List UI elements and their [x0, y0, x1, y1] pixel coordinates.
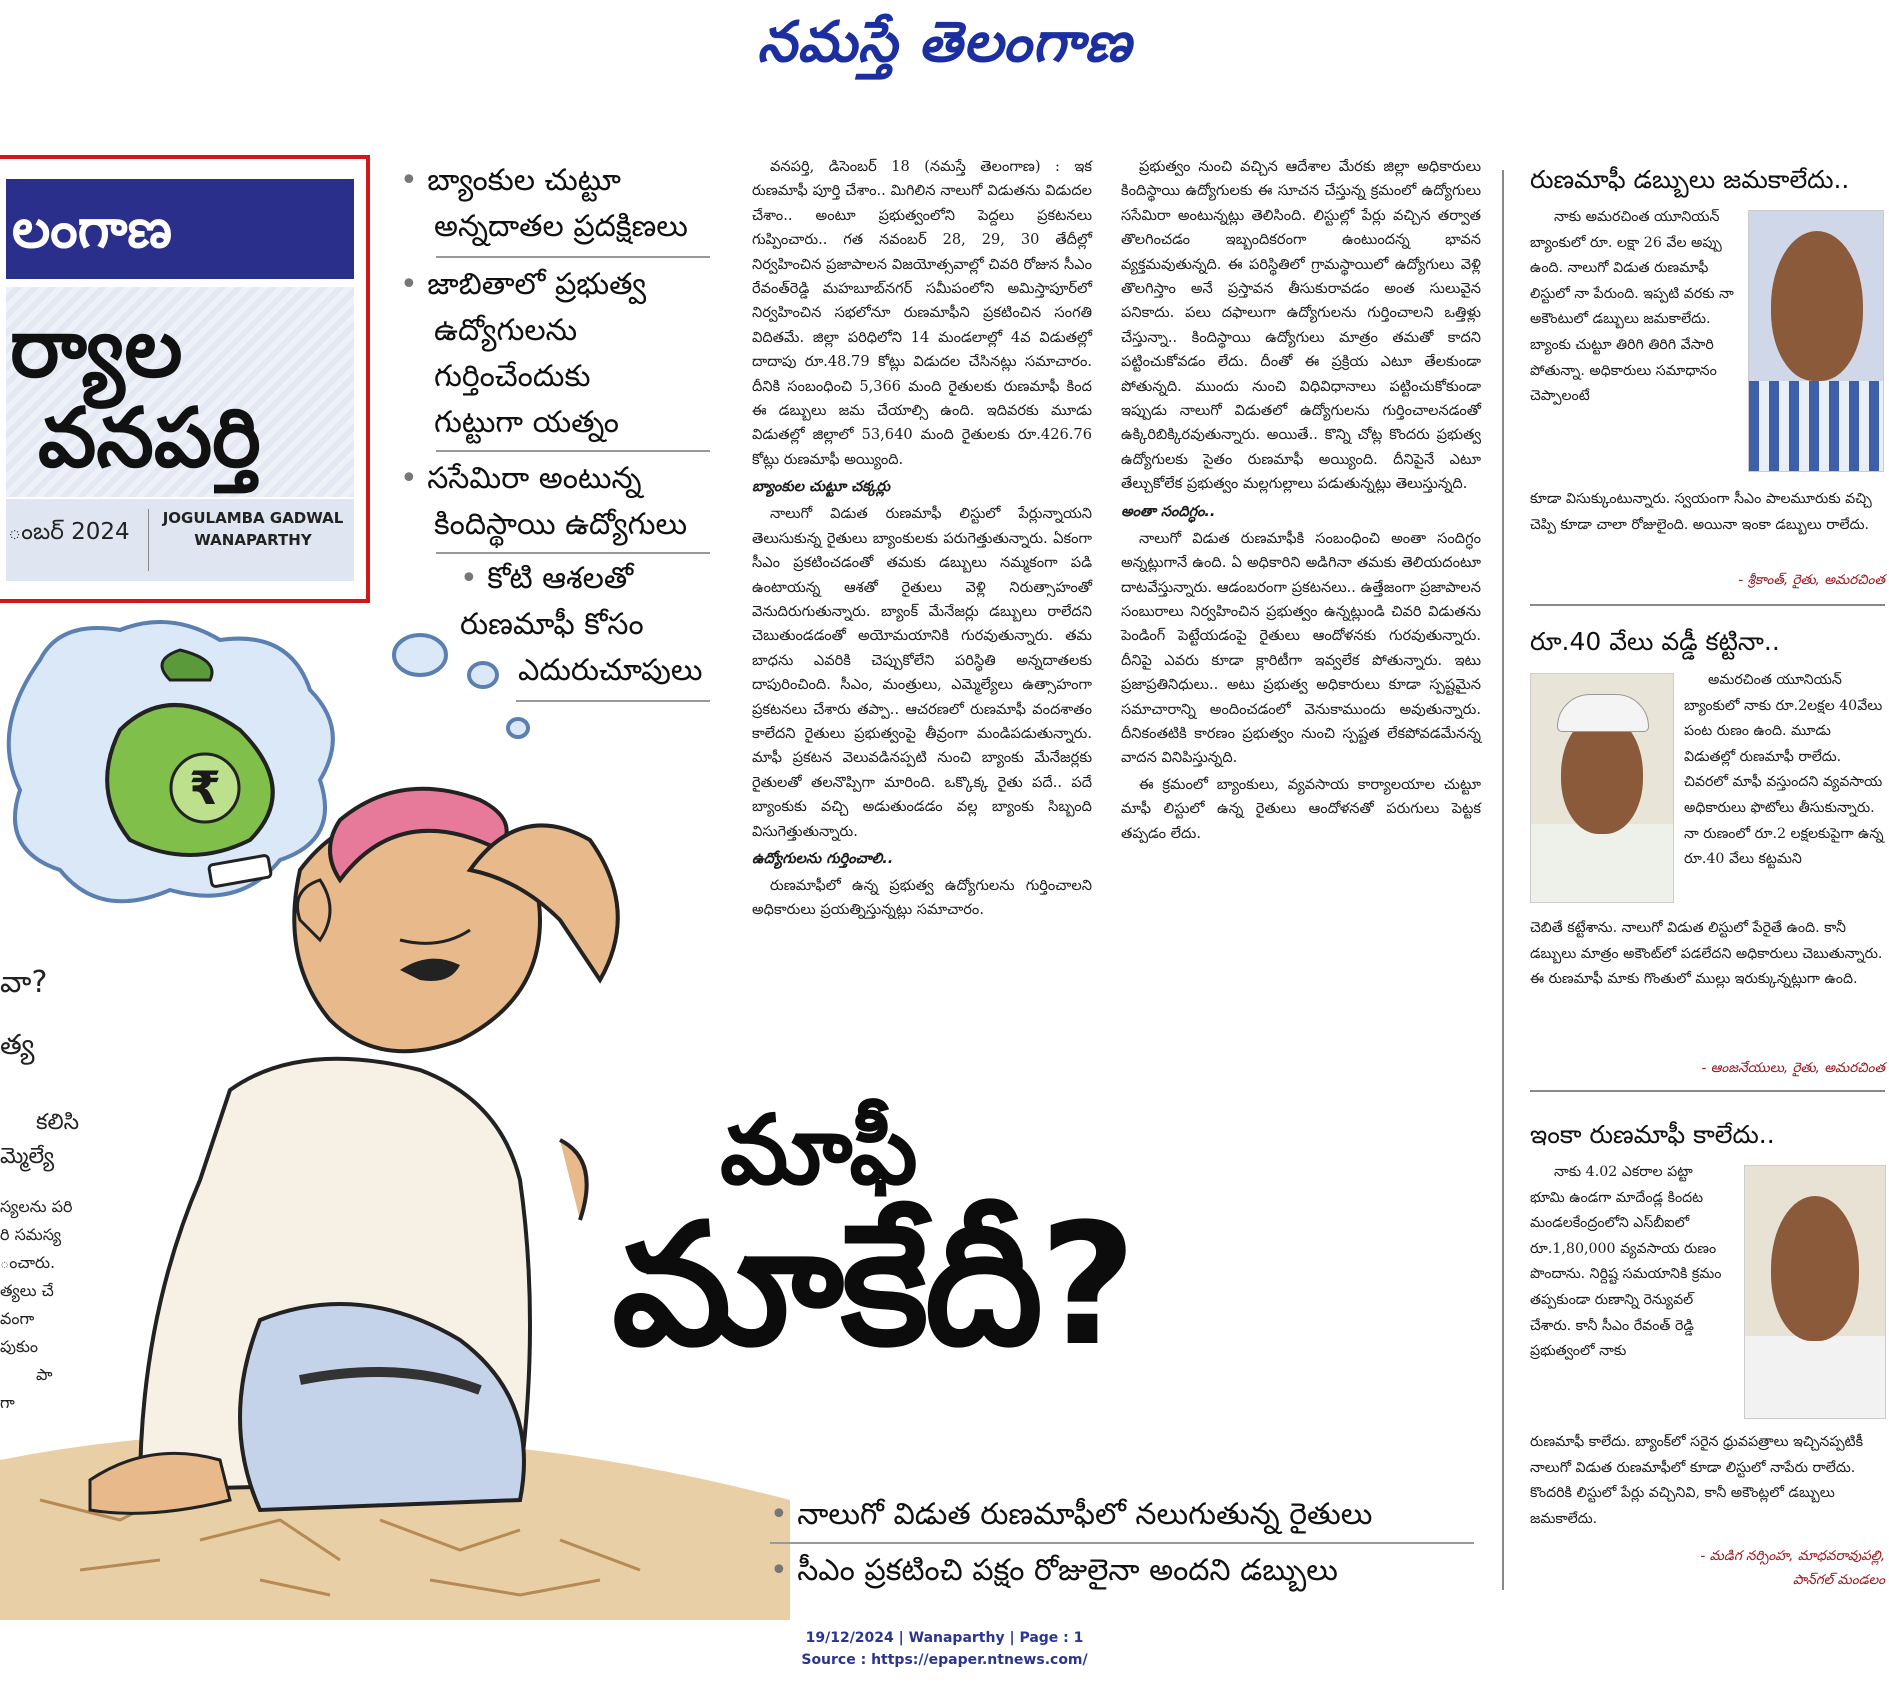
bullet-text: ఉద్యోగులను	[434, 313, 578, 348]
bullet-text: బ్యాంకుల చుట్టూ	[427, 163, 621, 198]
article-paragraph: నాలుగో విడుత రుణమాఫీ లిస్టులో పేర్లున్నాయని తెలుసుకున్న రైతులు బ్యాంకులకు పరుగెత్తుతున్నారు. ఏకంగా సీఎం ప్రకటించడంతో తమకు డబ్బులు నమ్మకంగా పడి ఉంటాయన్న ఆశతో రైతులు వెళ్లి నిరుత్సాహంతో వెనుదిరుగుతున్నారు. బ్యాంక్ మేనేజర్లు డబ్బులు రాలేదని చెబుతుండడంతో అయోమయానికి గురవుతున్నారు. తమ బాధను ఎవరికి చెప్పుకోలేని పరిస్థితి అన్నదాతలకు దాపురించింది. సీఎం, మంత్రులు, ఎమ్మెల్యేలు ఉత్సాహంగా ప్రకటనలు చేశారు తప్పా.. ఆచరణలో రుణమాఫీ వందశాతం కాలేదని రైతులు ప్రభుత్వంపై తీవ్రంగా మండిపడుతున్నారు. మాఫీ ప్రకటన వెలువడినప్పటి నుంచి బ్యాంకు మేనేజర్లకు రైతులతో తలనొప్పిగా మారింది. ఒక్కొక్క రైతు పదే.. పదే బ్యాంకుకు వచ్చి అడుతుండడం వల్ల బ్యాంకు సిబ్బంది విసుగెత్తుతున్నారు.	[752, 505, 1092, 840]
cut-text: కలిసి	[36, 1110, 80, 1135]
main-headline-line2: మాకేదీ?	[612, 1187, 1133, 1383]
article-paragraph: నాలుగో విడుత రుణమాఫీకి సంబంధించి అంతా సందిగ్ధం అన్నట్లుగానే ఉంది. ఏ అధికారిని అడిగినా తమకు తెలియదంటూ దాటవేస్తున్నారు. ఆడంబరంగా ప్రకటనలు.. ఉత్తేజంగా ప్రజాపాలన సంబురాలు నిర్వహించిన ప్రభుత్వం ఉన్నట్లుండి చివరి విడుతను పెండింగ్ పెట్టేయడంపై రైతులు ఆందోళనకు గురవుతున్నారు. దీనిపై ఎవరు కూడా క్లారిటీగా ఇవ్వలేక పోతున్నారు. ఇటు ప్రజాప్రతినిధులు.. అటు ప్రభుత్వ అధికారులు కూడా స్పష్టమైన సమాచారాన్ని అందించడంలో వెనుకాముందు అవుతున్నారు. దీనికంతటికి కారణం ప్రభుత్వం నుంచి స్పష్టత లేకపోవడమేనన్న వాదన వినిపిస్తున్నది.	[1121, 529, 1481, 767]
shirt	[1749, 381, 1883, 471]
banner-district-word2: వనపర్తి	[38, 391, 261, 486]
face	[1771, 1196, 1859, 1341]
masthead: నమస్తే తెలంగాణ	[757, 10, 1132, 75]
sidebar-body: రుణమాఫీ కాలేదు. బ్యాంక్‌లో సరైన ధ్రువపత్రాలు ఇచ్చినప్పటికీ నాలుగో విడుత రుణమాఫీలో కూడా లిస్టులో నాపేరు రాలేదు. కొందరికి లిస్టులో పేర్లు వచ్చినివి, కానీ అకౌంట్లలో డబ్బులు జమకాలేదు.	[1530, 1434, 1863, 1527]
bullet-dot: •	[770, 1553, 798, 1588]
sidebar-body: నాకు అమరచింత యూనియన్ బ్యాంకులో రూ. లక్షా 26 వేల అప్పు ఉంది. నాలుగో విడుత రుణమాఫీ లిస్టులో నా పేరుంది. ఇప్పటి వరకు నా అకౌంటులో డబ్బులు జమకాలేదు. బ్యాంకు చుట్టూ తిరిగి తిరిగి వేసారి పోతున్నా. అధికారులు సమాధానం చెప్పాలంటే	[1530, 209, 1734, 405]
bullet-text: కిందిస్థాయి ఉద్యోగులు	[434, 507, 688, 542]
sidebar-body: కూడా విసుక్కుంటున్నారు. స్వయంగా సీఎం పాలమూరుకు వచ్చి చెప్పి కూడా చాలా రోజులైంది. అయినా ఇంకా డబ్బులు రాలేదు.	[1530, 491, 1872, 533]
article-column-2	[1121, 155, 1481, 848]
face	[1771, 231, 1863, 381]
banner-district-en-2: WANAPARTHY	[194, 531, 312, 549]
banner-divider	[148, 509, 149, 571]
article-column-1	[752, 155, 1092, 925]
cut-text: పుకుం	[0, 1337, 38, 1356]
article-paragraph: రుణమాఫీలో ఉన్న ప్రభుత్వ ఉద్యోగులను గుర్తించాలని అధికారులు ప్రయత్నిస్తున్నట్లు సమాచారం.	[752, 876, 1092, 919]
article-subheading: బ్యాంకుల చుట్టూ చక్కర్లు	[752, 479, 890, 496]
sidebar-byline: - ఆంజనేయులు, రైతు, అమరచింత	[1701, 1060, 1885, 1076]
bullet-text: గుర్తించేందుకు	[434, 359, 591, 394]
cut-text: ంచారు.	[0, 1253, 56, 1272]
bullet-text: రుణమాఫీ కోసం	[460, 607, 644, 642]
face	[1561, 714, 1643, 834]
cap	[1557, 694, 1649, 732]
sidebar-byline: పాన్‌గల్ మండలం	[1792, 1572, 1885, 1588]
bullet-text: జాబితాలో ప్రభుత్వ	[427, 267, 647, 302]
page-info: 19/12/2024 | Wanaparthy | Page : 1	[805, 1630, 1084, 1646]
sidebar-divider	[1530, 604, 1885, 606]
edition-banner	[0, 155, 370, 603]
farmer-cartoon-illustration	[0, 620, 800, 1620]
bullet-divider	[436, 552, 710, 554]
sidebar-heading: రూ.40 వేలు వడ్డీ కట్టినా..	[1530, 627, 1780, 656]
banner-district-word1: ర్యాల	[10, 301, 183, 396]
cut-text: త్య	[0, 1028, 35, 1061]
farmer-photo-1	[1748, 210, 1884, 472]
sidebar-heading: రుణమాఫీ డబ్బులు జమకాలేదు..	[1530, 165, 1850, 194]
source-link[interactable]: Source : https://epaper.ntnews.com/	[801, 1652, 1088, 1668]
banner-district-en-1: JOGULAMBA GADWAL	[162, 509, 344, 527]
bullet-text: నాలుగో విడుత రుణమాఫీలో నలుగుతున్న రైతులు	[797, 1497, 1373, 1532]
cut-text: త్యలు చే	[0, 1281, 54, 1300]
sidebar-byline: - శ్రీకాంత్, రైతు, అమరచింత	[1738, 572, 1885, 588]
article-paragraph: వనపర్తి, డిసెంబర్ 18 (నమస్తే తెలంగాణ) : ఇక రుణమాఫీ పూర్తి చేశాం.. మిగిలిన నాలుగో విడుతను విడుదల చేశాం.. అంటూ ప్రభుత్వంలోని పెద్దలు ప్రకటనలు గుప్పించారు.. గత నవంబర్ 28, 29, 30 తేదీల్లో నిర్వహించిన ప్రజాపాలన విజయోత్సవాల్లో చివరి రోజున సీఎం రేవంత్‌రెడ్డి మహబూబ్‌నగర్ సమీపంలోని అమిస్తాపూర్‌లో నిర్వహించిన సభలోనూ రుణమాఫీని ప్రకటించిన సంగతి విదితమే. జిల్లా పరిధిలోని 14 మండలాల్లో 4వ విడుతల్లో దాదాపు రూ.48.79 కోట్లు విడుదల చేసినట్లు సమాచారం. దీనికి సంబంధించి 5,366 మంది రైతులకు రుణమాఫీ కింద ఈ డబ్బులు జమ చేయాల్సి ఉంది. ఇదివరకు మూడు విడుతల్లో జిల్లాలో 53,640 మంది రైతులకు రూ.426.76 కోట్లు రుణమాఫీ అయ్యింది.	[752, 158, 1092, 468]
cut-text: వంగా	[0, 1309, 35, 1328]
bullet-headline-1	[400, 158, 720, 250]
bullet-divider	[436, 256, 710, 258]
sub-headline-2	[770, 1548, 1480, 1594]
cut-text: స్యలను పరి	[0, 1197, 73, 1216]
bullet-text: అన్నదాతల ప్రదక్షిణలు	[434, 209, 688, 244]
bullet-headline-3	[400, 456, 720, 548]
column-divider	[1502, 170, 1504, 1590]
cut-text: గా	[0, 1393, 15, 1412]
farmer-figure	[90, 789, 618, 1514]
bullet-dot: •	[400, 461, 428, 496]
rupee-symbol: ₹	[188, 761, 222, 815]
shirt	[1531, 824, 1673, 902]
sidebar-divider	[1530, 1090, 1885, 1092]
farmer-photo-3	[1744, 1165, 1886, 1419]
cut-text: రి సమస్య	[0, 1225, 62, 1244]
bullet-text: కోటి ఆశలతో	[487, 561, 634, 596]
article-paragraph: ప్రభుత్వం నుంచి వచ్చిన ఆదేశాల మేరకు జిల్లా అధికారులు కిందిస్థాయి ఉద్యోగులకు ఈ సూచన చేస్తున్న క్రమంలో ఉద్యోగులు ససేమిరా అంటున్నట్లు తెలిసింది. లిస్టుల్లో పేర్లు వచ్చిన తర్వాత తొలగించడం ఇబ్బందికరంగా ఉంటుందన్న భావన వ్యక్తమవుతున్నది. ఈ పరిస్థితిలో గ్రామస్థాయిలో ఉద్యోగులు వెళ్లి తొలగిస్తాం అనే ప్రస్తావన తీసుకురావడం అంత సులువైన పనికాదు. పలు దఫాలుగా ఉద్యోగులను గుర్తించాలని ఒత్తిళ్లు చేస్తున్నా.. కిందిస్థాయి ఉద్యోగులు మాత్రం తమతో కాదని పట్టించుకోవడం లేదు. దీంతో ఈ ప్రక్రియ ఎటూ తేలకుండా పోతున్నది. ముందు నుంచి విధివిధానాలు పట్టించుకోకుండా ఇప్పుడు నాలుగో విడుతలో ఉద్యోగులను గుర్తించాలనడంతో ఉక్కిరిబిక్కిరవుతున్నారు. అయితే.. కొన్ని చోట్ల కొందరు ప్రభుత్వ ఉద్యోగులకు సైతం రుణమాఫీ అయ్యింది. దీనిపైనే ఎటూ తేల్చుకోలేక ప్రభుత్వం మల్లగుల్లాలు పడుతున్నట్లు తెలుస్తున్నది.	[1121, 158, 1481, 493]
bullet-dot: •	[460, 561, 488, 596]
article-paragraph: ఈ క్రమంలో బ్యాంకులు, వ్యవసాయ కార్యాలయాల చుట్టూ మాఫీ లిస్టులో ఉన్న రైతులు ఆందోళనతో పరుగులు పెట్టక తప్పడం లేదు.	[1121, 775, 1481, 842]
cut-text: వా?	[0, 965, 48, 1000]
bullet-headline-2	[400, 262, 720, 446]
sidebar-byline: - మడిగ నర్సింహ, మాధవరావుపల్లి,	[1700, 1548, 1885, 1564]
bullet-dot: •	[770, 1497, 798, 1532]
bullet-text: గుట్టుగా యత్నం	[434, 405, 620, 440]
article-subheading: అంతా సందిగ్ధం..	[1121, 503, 1216, 520]
bullet-text: సీఎం ప్రకటించి పక్షం రోజులైనా అందని డబ్బులు	[797, 1553, 1338, 1588]
shirt	[1745, 1336, 1885, 1418]
banner-paper-name: లంగాణ	[6, 179, 354, 279]
cut-text: మ్మెల్యే	[0, 1144, 55, 1169]
sidebar-body: నాకు 4.02 ఎకరాల పట్టా భూమి ఉండగా మాదేండ్ల కిందట మండలకేంద్రంలోని ఎస్‌బీఐలో రూ.1,80,000 వ్యవసాయ రుణం పొందాను. నిర్దిష్ట సమయానికి క్రమం తప్పకుండా రుణాన్ని రెన్యువల్ చేశారు. కానీ సీఎం రేవంత్ రెడ్డి ప్రభుత్వంలో నాకు	[1530, 1164, 1722, 1360]
cut-text: పా	[36, 1365, 53, 1384]
sidebar-body: అమరచింత యూనియన్ బ్యాంకులో నాకు రూ.2లక్షల 40వేలు పంట రుణం ఉంది. మూడు విడుతల్లో రుణమాఫీ రాలేదు. చివరలో మాఫీ వస్తుందని వ్యవసాయ అధికారులు ఫొటోలు తీసుకున్నారు. నా రుణంలో రూ.2 లక్షలకుపైగా ఉన్న రూ.40 వేలు కట్టమని	[1684, 672, 1884, 868]
bullet-divider	[770, 1542, 1474, 1544]
sub-headline-1	[770, 1492, 1480, 1538]
sidebar-heading: ఇంకా రుణమాఫీ కాలేదు..	[1530, 1120, 1775, 1149]
bullet-text: ఎదురుచూపులు	[518, 653, 703, 688]
banner-date: ంబర్ 2024	[8, 519, 130, 545]
bullet-dot: •	[400, 267, 428, 302]
main-headline-line1: మాఫీ	[720, 1094, 918, 1206]
bullet-text: ససేమిరా అంటున్న	[427, 461, 642, 496]
article-subheading: ఉద్యోగులను గుర్తించాలి..	[752, 850, 894, 867]
sidebar-body: చెబితే కట్టేశాను. నాలుగో విడుత లిస్టులో పేరైతే ఉంది. కానీ డబ్బులు మాత్రం అకౌంట్‌లో పడలేదని అధికారులు చెబుతున్నారు. ఈ రుణమాఫీ మాకు గొంతులో ముల్లు ఇరుక్కున్నట్లుగా ఉంది.	[1530, 920, 1883, 988]
bullet-divider	[436, 450, 710, 452]
bullet-dot: •	[400, 163, 428, 198]
farmer-photo-2	[1530, 673, 1674, 903]
